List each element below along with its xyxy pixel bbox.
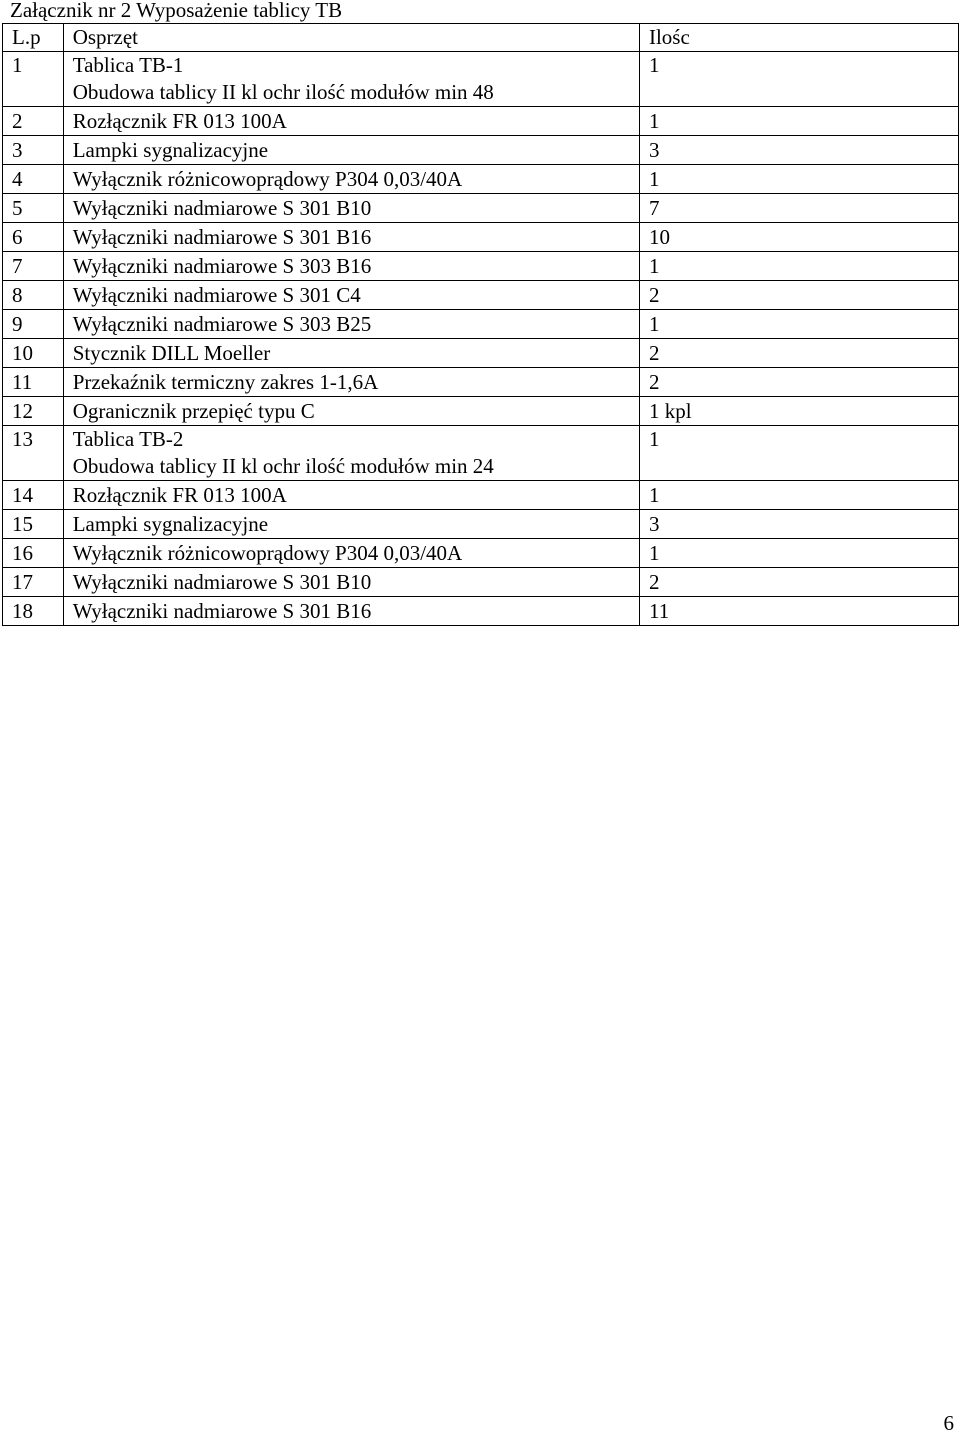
row-name-cell — [63, 223, 639, 252]
row-lp: 12 — [3, 397, 64, 426]
row-qty: 2 — [639, 368, 958, 397]
row-name-cell — [63, 52, 639, 107]
table-row — [3, 52, 959, 107]
row-name-cell — [63, 165, 639, 194]
row-lp: 6 — [3, 223, 64, 252]
row-qty: 2 — [639, 339, 958, 368]
row-name: Wyłączniki nadmiarowe S 301 B10 — [72, 570, 372, 594]
row-name-cell — [63, 510, 639, 539]
table-row — [3, 223, 959, 252]
table-header — [3, 24, 959, 52]
table-row — [3, 339, 959, 368]
page-number: 6 — [943, 1411, 954, 1435]
row-qty: 11 — [639, 597, 958, 626]
table-row — [3, 426, 959, 481]
row-name-cell — [63, 481, 639, 510]
row-name-cell — [63, 252, 639, 281]
row-name: Stycznik DILL Moeller — [72, 341, 271, 365]
table-row — [3, 165, 959, 194]
row-qty: 1 — [639, 426, 958, 481]
row-name-cell — [63, 107, 639, 136]
table-row — [3, 568, 959, 597]
row-lp: 8 — [3, 281, 64, 310]
header-row — [3, 24, 959, 52]
table-row — [3, 252, 959, 281]
row-qty: 1 — [639, 107, 958, 136]
row-name-cell — [63, 597, 639, 626]
row-qty: 1 — [639, 165, 958, 194]
row-name: Wyłączniki nadmiarowe S 303 B25 — [72, 312, 372, 336]
header-qty: Ilośc — [639, 24, 958, 52]
row-lp: 5 — [3, 194, 64, 223]
row-name: Wyłączniki nadmiarowe S 303 B16 — [72, 254, 372, 278]
row-name: Ogranicznik przepięć typu C — [72, 399, 315, 423]
table-row — [3, 397, 959, 426]
row-lp: 4 — [3, 165, 64, 194]
row-lp: 10 — [3, 339, 64, 368]
row-lp: 15 — [3, 510, 64, 539]
row-lp: 3 — [3, 136, 64, 165]
row-name-cell — [63, 568, 639, 597]
row-qty: 3 — [639, 136, 958, 165]
row-name-cell — [63, 339, 639, 368]
row-qty: 7 — [639, 194, 958, 223]
row-qty: 1 — [639, 481, 958, 510]
row-lp: 16 — [3, 539, 64, 568]
row-qty: 1 — [639, 252, 958, 281]
row-lp: 2 — [3, 107, 64, 136]
row-name: Wyłączniki nadmiarowe S 301 B10 — [72, 196, 372, 220]
row-name: Lampki sygnalizacyjne — [72, 512, 269, 536]
row-name-cell — [63, 281, 639, 310]
row-name: Rozłącznik FR 013 100A — [72, 109, 287, 133]
table-row — [3, 136, 959, 165]
row-name-cell — [63, 539, 639, 568]
row-qty: 10 — [639, 223, 958, 252]
row-lp: 9 — [3, 310, 64, 339]
row-qty: 2 — [639, 281, 958, 310]
row-qty: 2 — [639, 568, 958, 597]
row-name: Tablica TB-1 — [72, 53, 184, 77]
row-lp: 18 — [3, 597, 64, 626]
header-lp: L.p — [3, 24, 64, 52]
row-name-secondary: Obudowa tablicy II kl ochr ilość modułów min 48 — [72, 80, 494, 104]
row-name: Tablica TB-2 — [72, 427, 184, 451]
row-lp: 11 — [3, 368, 64, 397]
row-name-cell — [63, 368, 639, 397]
document-title: Załącznik nr 2 Wyposażenie tablicy TB — [10, 0, 343, 22]
row-lp: 14 — [3, 481, 64, 510]
table-row — [3, 194, 959, 223]
table-row — [3, 510, 959, 539]
row-name: Wyłączniki nadmiarowe S 301 B16 — [72, 225, 372, 249]
table-row — [3, 539, 959, 568]
row-name: Rozłącznik FR 013 100A — [72, 483, 287, 507]
row-qty: 1 — [639, 539, 958, 568]
table-row — [3, 107, 959, 136]
row-name: Lampki sygnalizacyjne — [72, 138, 269, 162]
row-qty: 1 — [639, 52, 958, 107]
table-row — [3, 368, 959, 397]
table-body — [3, 52, 959, 626]
row-lp: 17 — [3, 568, 64, 597]
row-name-cell — [63, 136, 639, 165]
row-name-secondary: Obudowa tablicy II kl ochr ilość modułów min 24 — [72, 454, 494, 478]
row-name-cell — [63, 426, 639, 481]
row-name: Wyłącznik różnicowoprądowy P304 0,03/40A — [72, 541, 463, 565]
table-row — [3, 310, 959, 339]
row-name: Przekaźnik termiczny zakres 1-1,6A — [72, 370, 379, 394]
row-qty: 1 kpl — [639, 397, 958, 426]
table-row — [3, 597, 959, 626]
table-row — [3, 281, 959, 310]
row-name-cell — [63, 310, 639, 339]
row-name: Wyłączniki nadmiarowe S 301 B16 — [72, 599, 372, 623]
header-name: Osprzęt — [63, 24, 639, 52]
row-name: Wyłącznik różnicowoprądowy P304 0,03/40A — [72, 167, 463, 191]
equipment-table — [2, 23, 959, 626]
row-lp: 7 — [3, 252, 64, 281]
row-name: Wyłączniki nadmiarowe S 301 C4 — [72, 283, 361, 307]
row-lp: 13 — [3, 426, 64, 481]
row-name-cell — [63, 194, 639, 223]
row-name-cell — [63, 397, 639, 426]
row-lp: 1 — [3, 52, 64, 107]
row-qty: 3 — [639, 510, 958, 539]
row-qty: 1 — [639, 310, 958, 339]
table-row — [3, 481, 959, 510]
